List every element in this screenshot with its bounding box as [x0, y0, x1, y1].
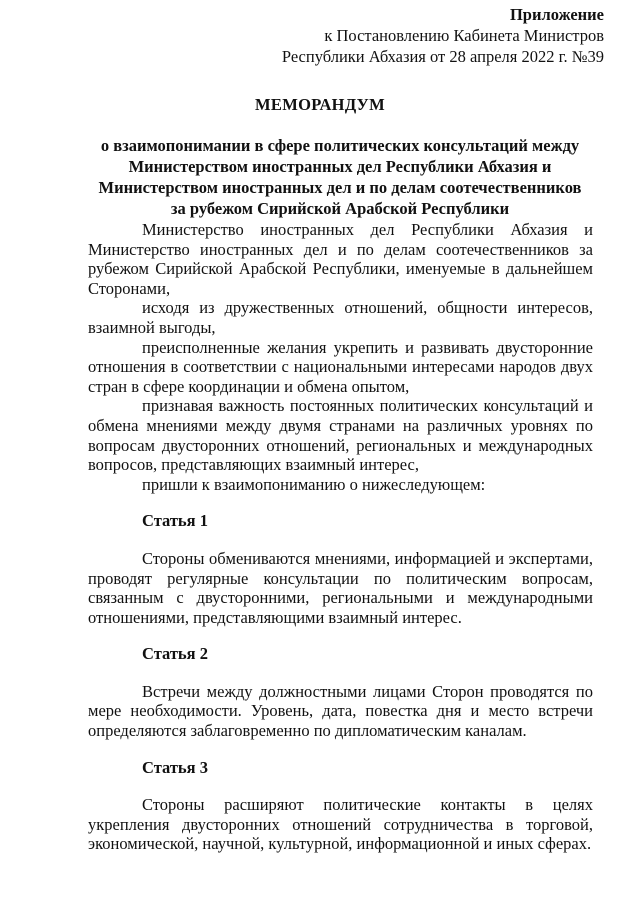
appendix-header: [282, 4, 604, 67]
spacer: [88, 627, 593, 644]
subtitle-line-4: за рубежом Сирийской Арабской Республики: [170, 199, 510, 218]
article-1-text: Стороны обмениваются мнениями, информацией и экспертами, проводят регулярные консультации по политическим вопросам, связанным с двусторонними, региональными и международными отношениями, представляющими взаимный интерес.: [88, 548, 593, 627]
subtitle-line-1: о взаимопонимании в сфере политических консультаций между: [100, 136, 580, 155]
article-3-heading: Статья 3: [142, 757, 208, 777]
spacer: [88, 531, 593, 549]
preamble-paragraph-1: Министерство иностранных дел Республики Абхазия и Министерство иностранных дел и по делам соотечественников за рубежом Сирийской Арабской Республики, именуемые в дальнейшем Сторонами,: [88, 220, 593, 298]
preamble-paragraph-2: исходя из дружественных отношений, общности интересов, взаимной выгоды,: [88, 298, 593, 337]
article-2-heading: Статья 2: [142, 644, 208, 664]
appendix-reference-line-2: Республики Абхазия от 28 апреля 2022 г. №39: [281, 47, 604, 66]
spacer: [88, 777, 593, 795]
subtitle-line-2: Министерством иностранных дел Республики Абхазия и: [128, 157, 552, 176]
spacer: [88, 741, 593, 758]
document-subtitle: [90, 135, 590, 219]
preamble-paragraph-4: признавая важность постоянных политических консультаций и обмена мнениями между двумя странами на различных уровнях по вопросам двусторонних отношений, региональных и международных вопросов, представляющих взаимный интерес,: [88, 396, 593, 475]
article-2-text: Встречи между должностными лицами Сторон проводятся по мере необходимости. Уровень, дата, повестка дня и место встречи определяются заблаговременно по дипломатическим каналам.: [88, 681, 593, 741]
document-body: [88, 220, 593, 854]
article-1-heading: Статья 1: [142, 511, 208, 531]
appendix-reference-line-1: к Постановлению Кабинета Министров: [324, 26, 604, 45]
preamble-paragraph-3: преисполненные желания укрепить и развивать двусторонние отношения в соответствии с национальными интересами народов двух стран в сфере координации и обмена опытом,: [88, 337, 593, 396]
subtitle-line-3: Министерством иностранных дел и по делам соотечественников: [98, 178, 582, 197]
preamble-paragraph-5: пришли к взаимопониманию о нижеследующем:: [142, 474, 486, 494]
appendix-label: Приложение: [509, 5, 604, 24]
spacer: [88, 664, 593, 682]
article-3-text: Стороны расширяют политические контакты в целях укрепления двусторонних отношений сотрудничества в торговой, экономической, научной, культурной, информационной и иных сферах.: [88, 795, 593, 854]
document-title: МЕМОРАНДУМ: [255, 95, 385, 114]
spacer: [88, 494, 593, 511]
